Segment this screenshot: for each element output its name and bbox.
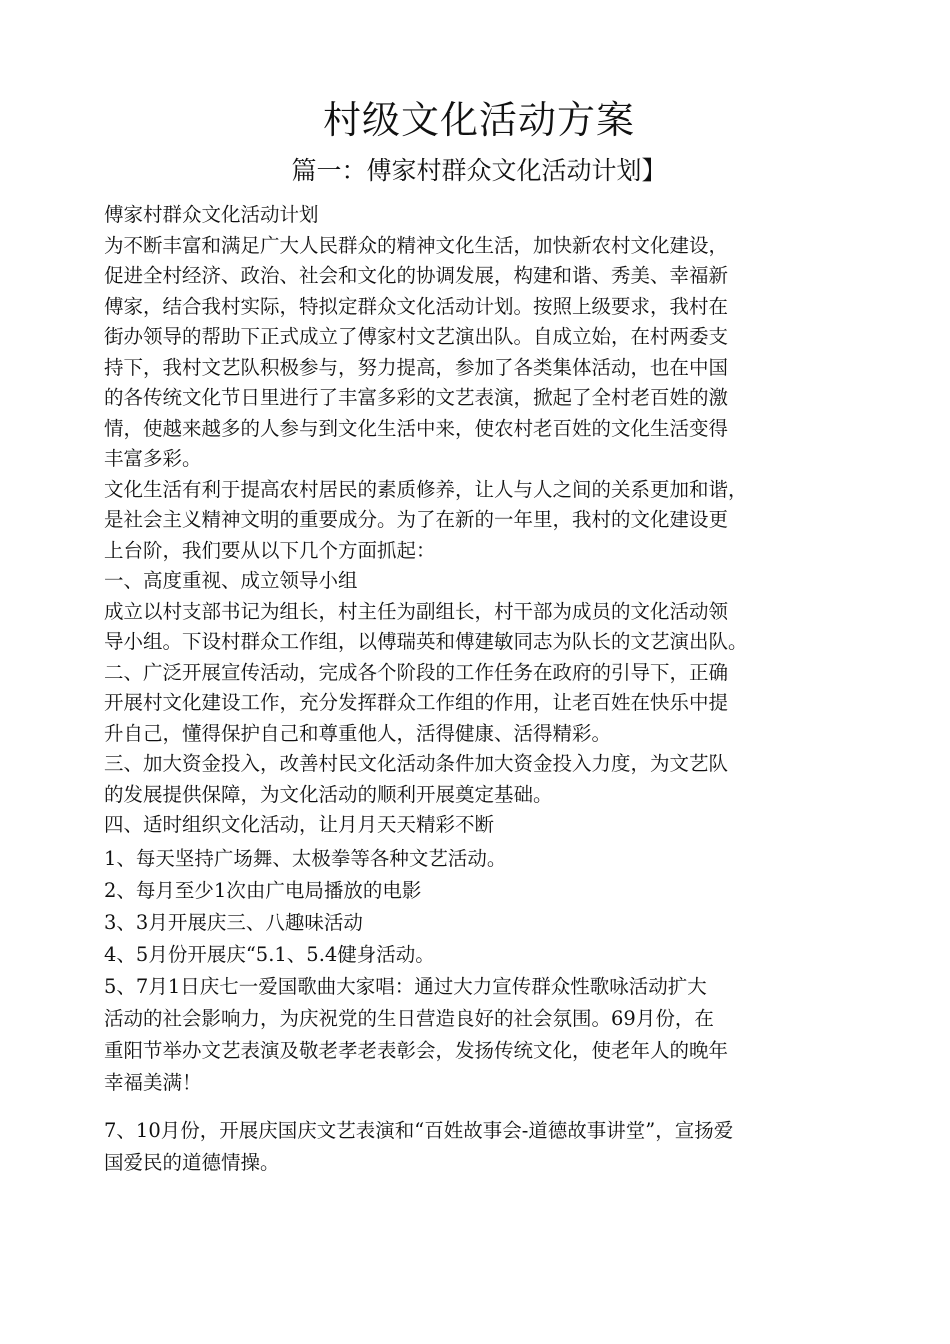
text-line: 的各传统文化节日里进行了丰富多彩的文艺表演，掀起了全村老百姓的激: [104, 386, 729, 409]
text-line: 开展村文化建设工作，充分发挥群众工作组的作用，让老百姓在快乐中提: [104, 691, 729, 714]
section-heading: 三、加大资金投入，改善村民文化活动条件加大资金投入力度，为文艺队: [104, 752, 729, 775]
list-item: 幸福美满！: [104, 1070, 202, 1094]
list-item: 活动的社会影响力，为庆祝党的生日营造良好的社会氛围。69月份，在: [104, 1006, 714, 1030]
text-line: 傅家，结合我村实际，特拟定群众文化活动计划。按照上级要求，我村在: [104, 294, 729, 318]
list-item: 1、每天坚持广场舞、太极拳等各种文艺活动。: [104, 846, 507, 870]
text-line: 情，使越来越多的人参与到文化生活中来，使农村老百姓的文化生活变得: [104, 416, 729, 440]
text-line: 的发展提供保障，为文化活动的顺利开展奠定基础。: [104, 782, 553, 806]
section-heading: 一、高度重视、成立领导小组: [104, 569, 358, 592]
activity-list: [104, 843, 854, 1179]
text-line: 傅家村群众文化活动计划: [104, 203, 319, 226]
text-line: 街办领导的帮助下正式成立了傅家村文艺演出队。自成立始，在村两委支: [104, 325, 729, 348]
text-line: 为不断丰富和满足广大人民群众的精神文化生活，加快新农村文化建设，: [104, 233, 729, 257]
document-subtitle: 篇一：傅家村群众文化活动计划】: [291, 156, 667, 185]
text-line: 促进全村经济、政治、社会和文化的协调发展，构建和谐、秀美、幸福新: [104, 264, 729, 287]
document-title: 村级文化活动方案: [322, 98, 635, 142]
text-line: 是社会主义精神文明的重要成分。为了在新的一年里，我村的文化建设更: [104, 508, 729, 531]
paragraph-gap: [104, 1099, 854, 1115]
list-item: 重阳节举办文艺表演及敬老孝老表彰会，发扬传统文化，使老年人的晚年: [104, 1038, 729, 1062]
text-line: 成立以村支部书记为组长，村主任为副组长，村干部为成员的文化活动领: [104, 599, 729, 623]
list-item: 3、3月开展庆三、八趣味活动: [104, 910, 363, 934]
list-item: 5、7月1日庆七一爱国歌曲大家唱：通过大力宣传群众性歌咏活动扩大: [104, 974, 707, 998]
text-line: 文化生活有利于提高农村居民的素质修养，让人与人之间的关系更加和谐，: [104, 477, 748, 501]
document-body: [104, 200, 854, 1179]
section-heading: 四、适时组织文化活动，让月月天天精彩不断: [104, 813, 495, 836]
text-line: 上台阶，我们要从以下几个方面抓起：: [104, 538, 436, 562]
text-line: 导小组。下设村群众工作组，以傅瑞英和傅建敏同志为队长的文艺演出队。: [104, 630, 748, 653]
text-line: 丰富多彩。: [104, 447, 202, 470]
list-item: 7、10月份，开展庆国庆文艺表演和“百姓故事会-道德故事讲堂”，宣扬爱: [104, 1118, 734, 1142]
list-item: 2、每月至少1次由广电局播放的电影: [104, 878, 422, 902]
list-item: 国爱民的道德情操。: [104, 1150, 280, 1174]
list-item: 4、5月份开展庆“5.1、5.4健身活动。: [104, 942, 435, 966]
text-line: 持下，我村文艺队积极参与，努力提高，参加了各类集体活动，也在中国: [104, 355, 729, 379]
section-heading: 二、广泛开展宣传活动，完成各个阶段的工作任务在政府的引导下，正确: [104, 660, 729, 684]
text-line: 升自己，懂得保护自己和尊重他人，活得健康、活得精彩。: [104, 721, 612, 745]
